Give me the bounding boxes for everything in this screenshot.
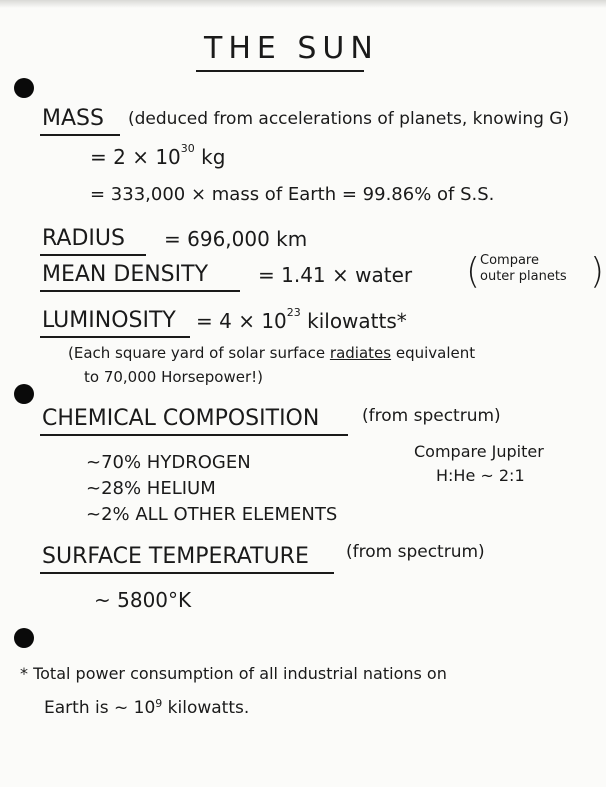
luminosity-note-verb: radiates [329,344,392,362]
luminosity-note-pre: (Each square yard of solar surface [68,344,326,362]
temperature-note: (from spectrum) [346,542,485,562]
composition-compare-line2: H:He ~ 2:1 [436,466,525,485]
mass-underline [40,134,120,136]
composition-label: CHEMICAL COMPOSITION [42,406,320,431]
density-underline [40,290,240,292]
luminosity-value [196,306,407,333]
binder-hole-top [14,78,34,98]
temperature-value: ~ 5800°K [94,588,192,612]
title-underline [196,70,364,72]
luminosity-label: LUMINOSITY [42,308,176,333]
page-top-edge [0,0,606,8]
temperature-label: SURFACE TEMPERATURE [42,544,309,569]
density-compare-line2: outer planets [480,269,567,284]
luminosity-note-line2: to 70,000 Horsepower!) [84,368,263,386]
mass-value-2: = 333,000 × mass of Earth = 99.86% of S.S. [90,184,495,205]
mass-value-1-unit: kg [201,145,226,169]
page-title: THE SUN [204,31,379,66]
composition-item-hydrogen: ~70% HYDROGEN [86,452,251,473]
luminosity-value-pre: = 4 × 10 [196,309,287,333]
mass-value-1-exponent: 30 [180,142,195,155]
composition-item-helium: ~28% HELIUM [86,478,216,499]
temperature-underline [40,572,334,574]
density-compare-open-paren: ( [466,251,481,292]
composition-note: (from spectrum) [362,406,501,426]
footnote-line2 [44,697,250,718]
density-compare-line1: Compare [480,253,539,268]
density-value: = 1.41 × water [258,263,413,287]
mass-value-1-mantissa: = 2 × 10 [90,145,181,169]
footnote-line2-pre: Earth is ~ 10 [44,698,156,718]
footnote-line2-post: kilowatts. [167,698,250,718]
density-label: MEAN DENSITY [42,262,209,287]
footnote-line1: * Total power consumption of all industrial nations on [20,664,447,683]
density-compare-close-paren: ) [590,251,605,292]
luminosity-value-post: kilowatts* [307,309,407,333]
mass-value-1 [90,142,226,169]
composition-item-other: ~2% ALL OTHER ELEMENTS [86,504,338,525]
footnote-exponent: 9 [155,697,163,710]
binder-hole-middle [14,384,34,404]
radius-value: = 696,000 km [164,227,308,251]
radius-label: RADIUS [42,226,125,251]
luminosity-underline [40,336,190,338]
luminosity-note-post: equivalent [395,344,476,362]
luminosity-note-line1 [68,346,475,361]
composition-compare-line1: Compare Jupiter [414,442,544,461]
composition-underline [40,434,348,436]
radius-underline [40,254,146,256]
binder-hole-bottom [14,628,34,648]
luminosity-value-exponent: 23 [286,306,301,319]
mass-note: (deduced from accelerations of planets, knowing G) [128,109,570,129]
mass-label: MASS [42,106,104,131]
